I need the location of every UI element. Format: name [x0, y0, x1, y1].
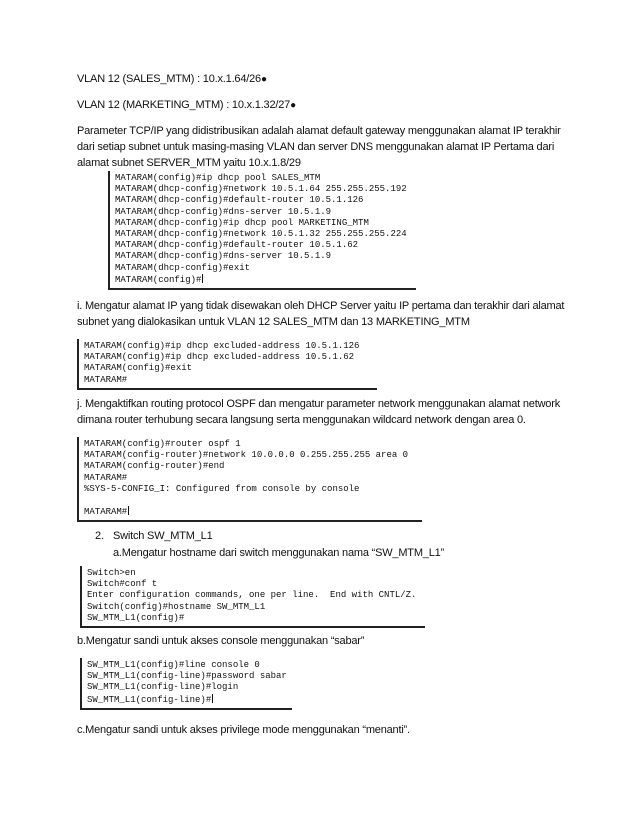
terminal-line: MATARAM(dhcp-config)#default-router 10.5.1.126 — [115, 195, 364, 206]
terminal-line: Switch#conf t — [87, 579, 158, 590]
terminal-line: SW_MTM_L1(config-line)# — [87, 694, 212, 705]
vlan-marketing-line — [77, 97, 567, 114]
terminal-line: MATARAM(config)#exit — [84, 363, 193, 374]
paragraph-line: dari setiap subnet untuk masing-masing VLAN dan server DNS menggunakan alamat IP Pertama dari — [77, 141, 555, 153]
terminal-line: SW_MTM_L1(config-line)#password sabar — [87, 671, 287, 682]
terminal-line: MATARAM# — [84, 507, 128, 518]
step-title: Switch SW_MTM_L1 — [113, 530, 213, 542]
terminal-line: MATARAM# — [84, 472, 128, 483]
terminal-line: MATARAM(dhcp-config)#ip dhcp pool MARKETING_MTM — [115, 217, 369, 228]
terminal-line: Enter configuration commands, one per line. End with CNTL/Z. — [87, 590, 417, 601]
cursor-icon — [212, 694, 213, 703]
terminal-line: SW_MTM_L1(config)# — [87, 612, 185, 623]
cursor-icon — [202, 274, 203, 283]
item-j-paragraph — [77, 396, 567, 428]
terminal-line: Switch(config)#hostname SW_MTM_L1 — [87, 601, 266, 612]
terminal-line: SW_MTM_L1(config-line)#login — [87, 682, 239, 693]
terminal-dhcp-pool — [108, 171, 416, 290]
terminal-line: MATARAM(dhcp-config)#network 10.5.1.32 255.255.255.224 — [115, 229, 407, 240]
terminal-line: %SYS-5-CONFIG_I: Configured from console by console — [84, 483, 360, 494]
terminal-line — [84, 495, 418, 506]
terminal-line: MATARAM(config)#ip dhcp excluded-address 10.5.1.62 — [84, 352, 355, 363]
terminal-hostname — [80, 566, 425, 628]
terminal-line: MATARAM(config-router)#end — [84, 461, 225, 472]
paragraph-line: alamat subnet SERVER_MTM yaitu 10.x.1.8/29 — [77, 157, 301, 169]
terminal-excluded-address — [77, 339, 377, 390]
step-a-text: a.Mengatur hostname dari switch menggunakan nama “SW_MTM_L1” — [113, 547, 444, 559]
paragraph-line: dimana router terhubung secara langsung serta menggunakan wildcard network dengan area 0. — [77, 414, 526, 426]
terminal-line: MATARAM(config)#ip dhcp excluded-address 10.5.1.126 — [84, 341, 360, 351]
vlan-sales-text: VLAN 12 (SALES_MTM) : 10.x.1.64/26 — [77, 73, 261, 85]
paragraph-line: i. Mengatur alamat IP yang tidak disewakan oleh DHCP Server yaitu IP pertama dan terakhir dari alamat — [77, 300, 565, 312]
terminal-line: MATARAM(dhcp-config)#exit — [115, 262, 251, 273]
terminal-line: MATARAM(config-router)#network 10.0.0.0 0.255.255.255 area 0 — [84, 450, 409, 461]
parameter-paragraph — [77, 123, 567, 171]
terminal-line: MATARAM(config)# — [115, 274, 202, 285]
vlan-sales-line — [77, 71, 567, 88]
terminal-console — [80, 658, 292, 710]
item-i-paragraph — [77, 298, 567, 330]
terminal-line: MATARAM(dhcp-config)#dns-server 10.5.1.9 — [115, 206, 332, 217]
terminal-line: MATARAM(config)#ip dhcp pool SALES_MTM — [115, 173, 321, 183]
paragraph-line: subnet yang dialokasikan untuk VLAN 12 SALES_MTM dan 13 MARKETING_MTM — [77, 316, 470, 328]
terminal-line: MATARAM# — [84, 374, 128, 385]
cursor-icon — [128, 506, 129, 515]
terminal-line: Switch>en — [87, 568, 136, 578]
terminal-line: MATARAM(dhcp-config)#dns-server 10.5.1.9 — [115, 251, 332, 262]
item-b-paragraph: b.Mengatur sandi untuk akses console menggunakan “sabar” — [77, 635, 365, 647]
terminal-line: MATARAM(dhcp-config)#default-router 10.5.1.62 — [115, 240, 359, 251]
item-c-paragraph: c.Mengatur sandi untuk akses privilege mode menggunakan “menanti”. — [77, 724, 410, 736]
terminal-line: SW_MTM_L1(config)#line console 0 — [87, 660, 260, 670]
terminal-line: MATARAM(config)#router ospf 1 — [84, 439, 241, 449]
terminal-ospf — [77, 437, 422, 522]
bullet-icon: ● — [260, 74, 267, 85]
paragraph-line: Parameter TCP/IP yang didistribusikan adalah alamat default gateway menggunakan alamat IP terakhir — [77, 125, 561, 137]
paragraph-line: j. Mengaktifkan routing protocol OSPF dan mengatur parameter network menggunakan alamat network — [77, 398, 560, 410]
bullet-icon: ● — [290, 100, 296, 111]
step-number: 2. — [95, 530, 105, 542]
vlan-marketing-text: VLAN 12 (MARKETING_MTM) : 10.x.1.32/27 — [77, 99, 291, 111]
terminal-line: MATARAM(dhcp-config)#network 10.5.1.64 255.255.255.192 — [115, 184, 407, 195]
